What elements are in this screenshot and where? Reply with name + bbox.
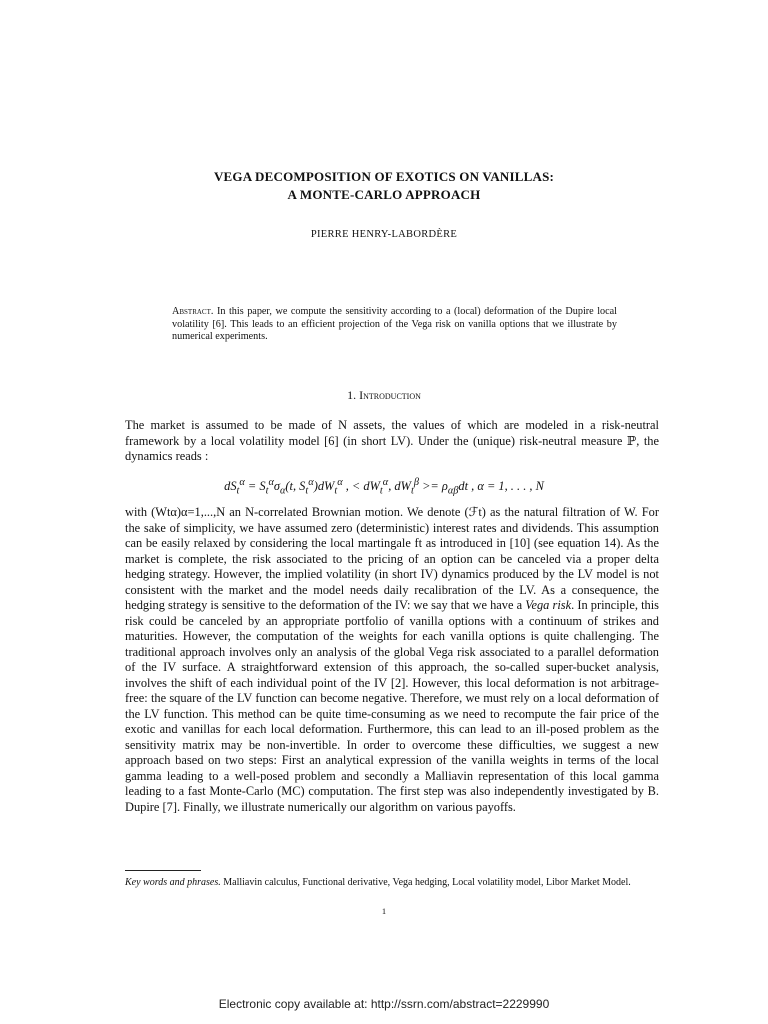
footnote-text: Malliavin calculus, Functional derivative, Vega hedging, Local volatility model, Libor Market Model.: [223, 877, 631, 888]
dynamics-equation: $dS_t^\alpha = S_t^\alpha\sigma_\alpha(t$, $S_t^\alpha)dW_t^\alpha$ , < $dW_t^\alpha$, $dW_t^\beta >= \rho_{\alpha\beta}dt$ , α = 1, . . . , N: [224, 477, 544, 497]
section-heading: [0, 388, 768, 403]
paragraph-intro: The market is assumed to be made of N assets, the values of which are modeled in a risk-neutral framework by a local volatility model [6] (in short LV). Under the (unique) risk-neutral measure ℙ, the dynamics reads :: [125, 418, 659, 463]
section-title: Introduction: [359, 388, 421, 402]
title-line-2: A MONTE-CARLO APPROACH: [287, 187, 481, 202]
ssrn-notice: Electronic copy available at: http://ssrn.com/abstract=2229990: [218, 997, 550, 1011]
vega-risk-term: Vega risk: [525, 598, 572, 612]
page-number: 1: [381, 906, 387, 916]
footnote: [125, 876, 659, 889]
paragraph-body-rest: . In principle, this risk could be canceled by an appropriate portfolio of vanilla options with a continuum of strikes and maturities. However, the computation of the weights for each vanilla options is quite challenging. The traditional approach involves only an analysis of the global Vega risk associated to a parallel deformation of the IV surface. A straightforward extension of this approach, the so-called super-bucket analysis, involves the shift of each individual point of the IV [2]. However, this local deformation is not arbitrage-free: the square of the LV function can become negative. Therefore, we must rely on a local deformation of the LV function. This method can be quite time-consuming as we need to recompute the fair price of the exotic and vanillas for each local deformation. Furthermore, this can lead to an ill-posed problem as the sensitivity matrix may be non-invertible. In order to overcome these difficulties, we suggest a new approach based on two steps: First an analytical expression of the vanilla weights in terms of the local gamma leading to a well-posed problem and secondly a Malliavin representation of this local gamma leading to a fast Monte-Carlo (MC) computation. The first step was also independently investigated by B. Dupire [7]. Finally, we illustrate numerically our algorithm on various payoffs.: [125, 598, 659, 814]
section-number: 1.: [347, 388, 357, 402]
paragraph-body-lead: with (Wtα)α=1,...,N an N-correlated Brownian motion. We denote (ℱt) as the natural filtration of W. For the sake of simplicity, we have assumed zero (deterministic) interest rates and dividends. This assumption can be easily relaxed by considering the local martingale ft as introduced in [10] (see equation 14). As the market is complete, the risk associated to the pricing of an option can be canceled via a proper delta hedging strategy. However, the implied volatility (in short IV) dynamics produced by the LV model is not consistent with the market and the model needs daily recalibration of the LV. As a consequence, the hedging strategy is sensitive to the deformation of the IV: we say that we have a: [125, 505, 659, 612]
footnote-label: Key words and phrases.: [125, 877, 221, 888]
footnote-rule: [125, 870, 201, 871]
abstract-text: In this paper, we compute the sensitivity according to a (local) deformation of the Dupire local volatility [6]. This leads to an efficient projection of the Vega risk on vanilla options that we illustrate by numerical experiments.: [172, 306, 618, 343]
paragraph-body: [125, 505, 659, 815]
title-line-1: VEGA DECOMPOSITION OF EXOTICS ON VANILLAS:: [213, 169, 555, 184]
author: PIERRE HENRY-LABORDÈRE: [310, 229, 458, 240]
abstract-label: Abstract.: [172, 306, 214, 317]
paper-title: [0, 168, 768, 204]
abstract: [172, 306, 617, 344]
